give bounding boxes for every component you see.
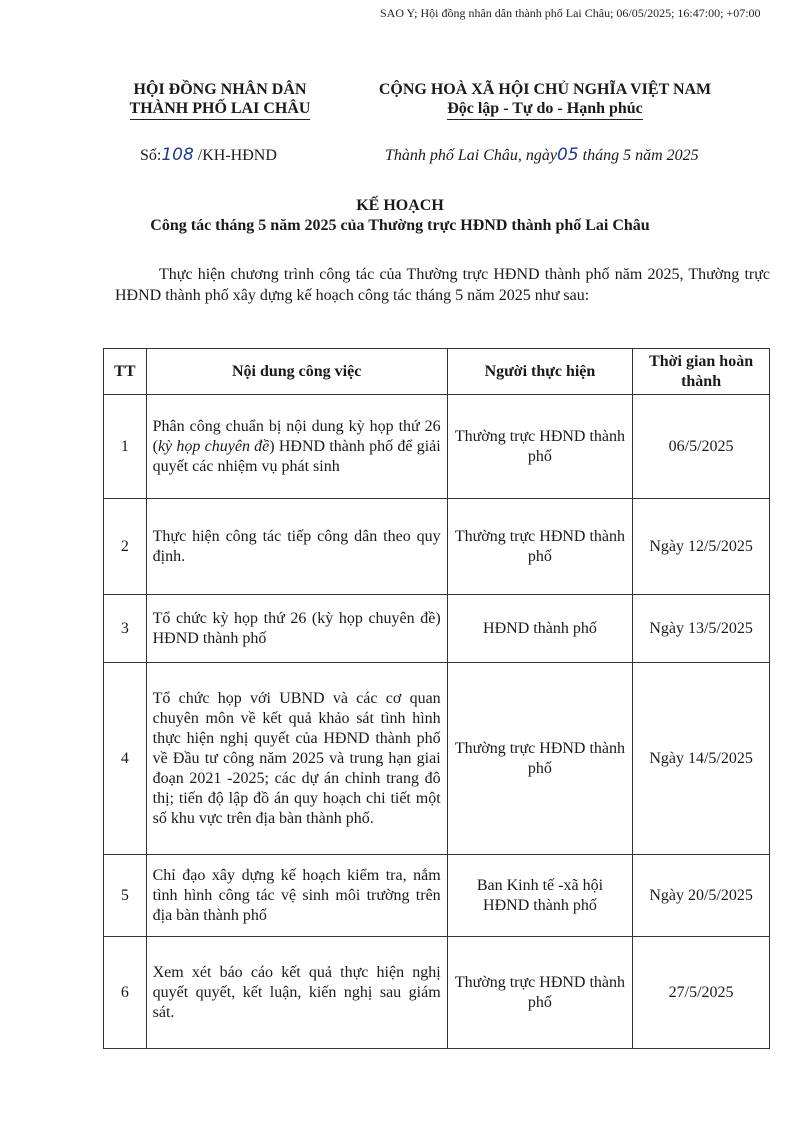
table-row [104, 855, 770, 937]
row-content: Tổ chức họp với UBND và các cơ quan chuyên môn về kết quả khảo sát tình hình thực hiện nghị quyết của HĐND thành phố về Đầu tư công năm 2025 và trung hạn giai đoạn 2021 -2025; các dự án chỉnh trang đô thị; tiến độ lập đồ án quy hoạch chi tiết một số khu vực trên địa bàn thành phố. [146, 663, 447, 855]
table-header-row [104, 349, 770, 395]
row-time: 06/5/2025 [633, 395, 770, 499]
row-who: Thường trực HĐND thành phố [447, 663, 633, 855]
row-content: Thực hiện công tác tiếp công dân theo quy định. [146, 499, 447, 595]
header-content: Nội dung công việc [146, 349, 447, 395]
digital-copy-stamp: SAO Y; Hội đồng nhân dân thành phố Lai Châu; 06/05/2025; 16:47:00; +07:00 [380, 6, 761, 20]
row-number: 4 [104, 663, 147, 855]
row-who: HĐND thành phố [447, 595, 633, 663]
date-day-handwritten: 05 [557, 145, 579, 165]
nation-motto: Độc lập - Tự do - Hạnh phúc [447, 99, 643, 120]
issuing-agency [100, 80, 340, 120]
document-subtitle: Công tác tháng 5 năm 2025 của Thường trực HĐND thành phố Lai Châu [150, 217, 650, 234]
row-number: 6 [104, 937, 147, 1049]
row-number: 1 [104, 395, 147, 499]
agency-line-1: HỘI ĐỒNG NHÂN DÂN [133, 81, 307, 98]
row-who: Ban Kinh tế -xã hội HĐND thành phố [447, 855, 633, 937]
header-who: Người thực hiện [447, 349, 633, 395]
table-row [104, 663, 770, 855]
row-who: Thường trực HĐND thành phố [447, 499, 633, 595]
row-who: Thường trực HĐND thành phố [447, 937, 633, 1049]
place-date [385, 145, 699, 165]
row-time: Ngày 20/5/2025 [633, 855, 770, 937]
doc-number-prefix: Số: [140, 147, 162, 164]
date-before: Thành phố Lai Châu, ngày [385, 147, 558, 164]
row-content: Chỉ đạo xây dựng kế hoạch kiểm tra, nắm tình hình công tác vệ sinh môi trường trên địa bàn thành phố [146, 855, 447, 937]
table-row [104, 395, 770, 499]
doc-number-suffix: /KH-HĐND [197, 147, 277, 164]
row-number: 2 [104, 499, 147, 595]
date-after: tháng 5 năm 2025 [582, 147, 699, 164]
agency-line-2: THÀNH PHỐ LAI CHÂU [130, 99, 311, 120]
table-row [104, 499, 770, 595]
table-row [104, 937, 770, 1049]
document-title: KẾ HOẠCH [356, 197, 444, 214]
intro-paragraph: Thực hiện chương trình công tác của Thường trực HĐND thành phố năm 2025, Thường trực HĐND thành phố xây dựng kế hoạch công tác tháng 5 năm 2025 như sau: [115, 266, 770, 304]
row-who: Thường trực HĐND thành phố [447, 395, 633, 499]
row-time: 27/5/2025 [633, 937, 770, 1049]
table-row [104, 595, 770, 663]
header-tt: TT [104, 349, 147, 395]
doc-number-handwritten: 108 [161, 145, 194, 165]
row-content: Xem xét báo cáo kết quả thực hiện nghị quyết quyết, kết luận, kiến nghị sau giám sát. [146, 937, 447, 1049]
row-time: Ngày 14/5/2025 [633, 663, 770, 855]
work-plan-table [103, 348, 770, 1049]
nation-name: CỘNG HOÀ XÃ HỘI CHỦ NGHĨA VIỆT NAM [378, 81, 712, 98]
row-content: Tổ chức kỳ họp thứ 26 (kỳ họp chuyên đề) HĐND thành phố [146, 595, 447, 663]
row-content: Phân công chuẩn bị nội dung kỳ họp thứ 26 (kỳ họp chuyên đề) HĐND thành phố để giải quyết các nhiệm vụ phát sinh [146, 395, 447, 499]
national-header [345, 80, 745, 120]
header-time: Thời gian hoàn thành [633, 349, 770, 395]
row-number: 5 [104, 855, 147, 937]
row-time: Ngày 12/5/2025 [633, 499, 770, 595]
row-number: 3 [104, 595, 147, 663]
row-time: Ngày 13/5/2025 [633, 595, 770, 663]
document-number [140, 145, 277, 165]
